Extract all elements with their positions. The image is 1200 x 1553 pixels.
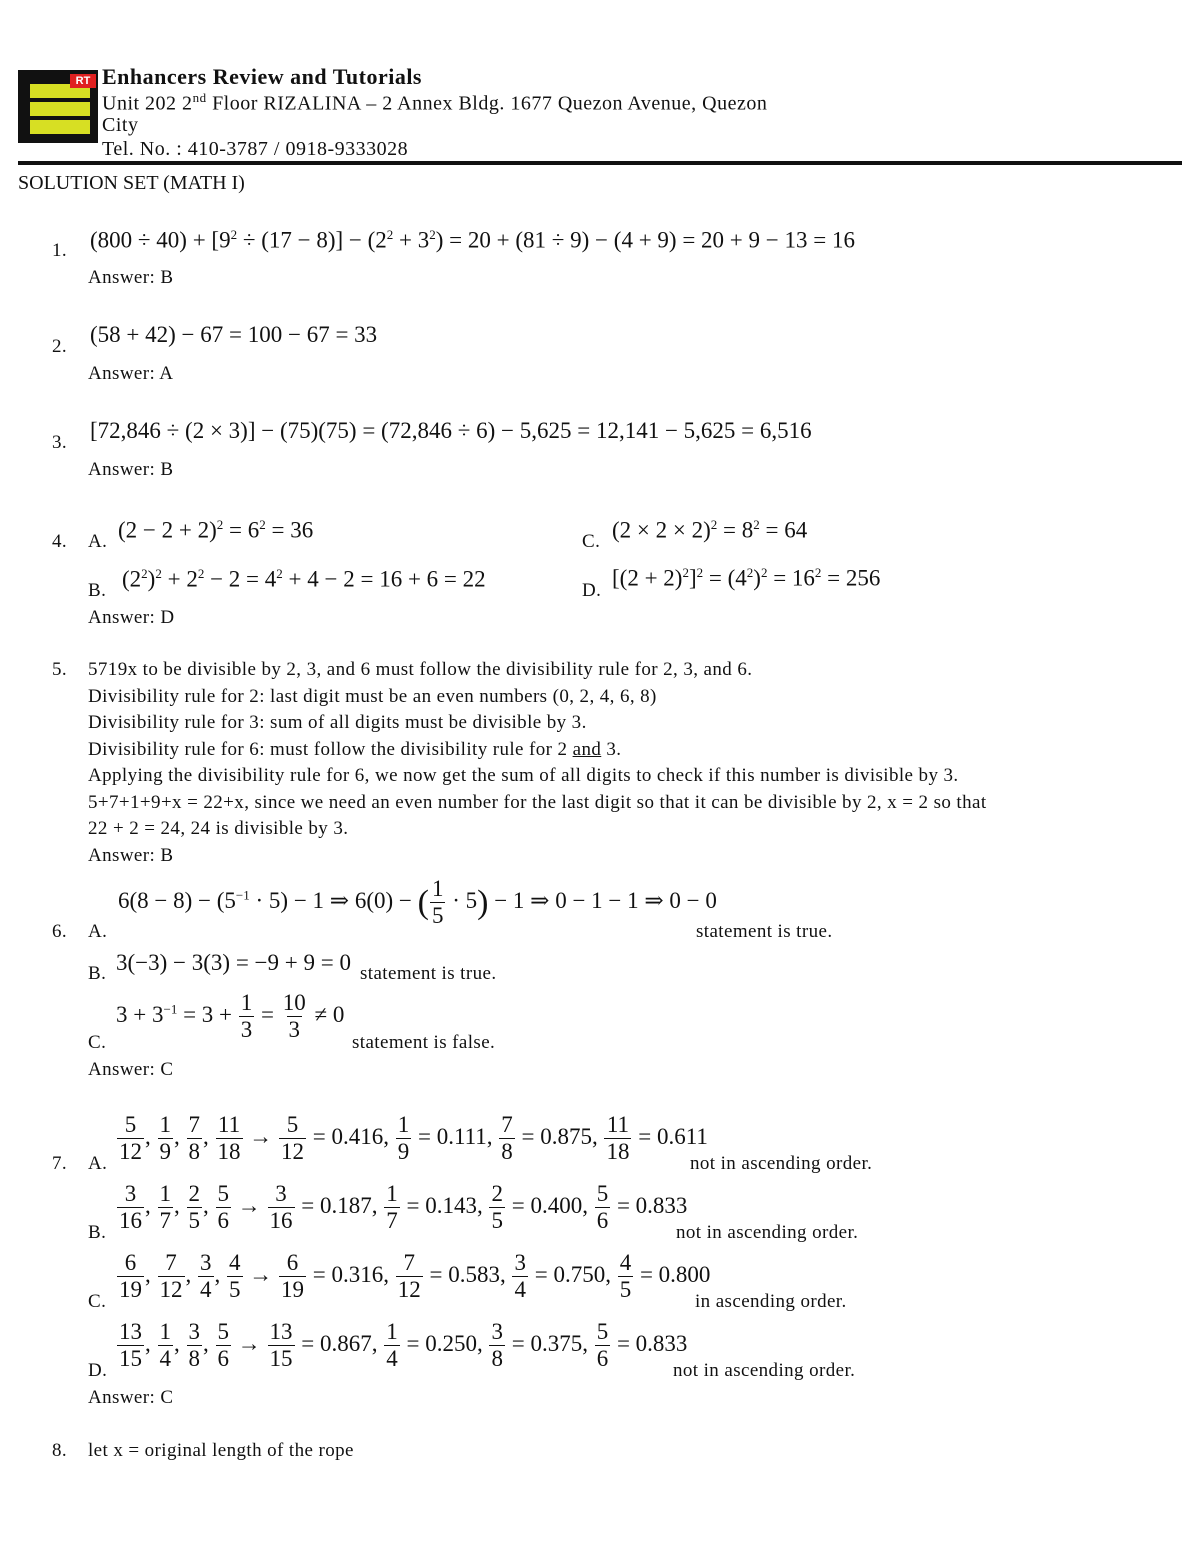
opt-label: B. bbox=[88, 1222, 107, 1243]
q6b-status: statement is true. bbox=[360, 963, 497, 984]
q8-text: let x = original length of the rope bbox=[88, 1440, 354, 1461]
q3-equation: [72,846 ÷ (2 × 3)] − (75)(75) = (72,846 ÷ 6) − 5,625 = 12,141 − 5,625 = 6,516 bbox=[90, 418, 812, 443]
q6b-equation: 3(−3) − 3(3) = −9 + 9 = 0 bbox=[116, 950, 351, 975]
q5-line: 5+7+1+9+x = 22+x, since we need an even number for the last digit so that it can be divisible by 2, x = 2 so that bbox=[88, 792, 987, 813]
q4d-equation: $[(2 + 2)^2]^2 = (4^2)^2 = 16^2 = 256$ bbox=[612, 565, 881, 591]
q-number: 1. bbox=[52, 240, 68, 261]
q6c-equation: $3 + 3^{-1} = 3$ + $\frac{1}{3}$ = $\frac{10}{3}$ ≠ 0 bbox=[116, 990, 345, 1043]
q7d-equation: $\frac{13}{15}$ , $\frac{1}{4}$ , $\frac{3}{8}$ , $\frac{5}{6}$ → $\frac{13}{15}$ = 0.867, $\frac{1}{4}$ = 0.250, $\frac{3}{8}$ = 0.375, $\frac{5}{6}$ = 0.833 bbox=[119, 1319, 688, 1372]
q7b-status: not in ascending order. bbox=[676, 1222, 859, 1243]
q5-line: Applying the divisibility rule for 6, we now get the sum of all digits to check if this number is divisible by 3. bbox=[88, 765, 959, 786]
q4c-equation: $(2 \times 2 \times 2)^2 = 8^2 = 64$ bbox=[612, 517, 808, 543]
opt-label: A. bbox=[88, 921, 108, 942]
q7b-equation: $\frac{3}{16}$ , $\frac{1}{7}$ , $\frac{2}{5}$ , $\frac{5}{6}$ → $\frac{3}{16}$ = 0.187, $\frac{1}{7}$ = 0.143, $\frac{2}{5}$ = 0.400, $\frac{5}{6}$ = 0.833 bbox=[119, 1181, 688, 1234]
opt-label: D. bbox=[88, 1360, 108, 1381]
org-name: Enhancers Review and Tutorials bbox=[102, 64, 422, 89]
q2-equation: (58 + 42) − 67 = 100 − 67 = 33 bbox=[90, 322, 378, 347]
q5-line: Divisibility rule for 6: must follow the divisibility rule for 2 and 3. bbox=[88, 739, 622, 760]
q-number: 4. bbox=[52, 531, 68, 552]
q-number: 7. bbox=[52, 1153, 68, 1174]
q-number: 5. bbox=[52, 659, 68, 680]
org-tel: Tel. No. : 410-3787 / 0918-9333028 bbox=[102, 138, 409, 160]
logo-text: RT bbox=[70, 74, 96, 88]
q7-answer: Answer: C bbox=[88, 1387, 174, 1408]
opt-label: A. bbox=[88, 1153, 108, 1174]
q6c-status: statement is false. bbox=[352, 1032, 496, 1053]
opt-label: C. bbox=[88, 1291, 107, 1312]
opt-label: C. bbox=[582, 531, 601, 552]
company-logo bbox=[18, 70, 98, 143]
q6a-equation: $6(8 - 8) - (5^{-1} \cdot 5) - 1$ ⇒ 6(0) − ( $\frac{1}{5}$ · 5) − 1 ⇒ 0 − 1 − 1 ⇒ 0 − 0 bbox=[118, 876, 717, 929]
q4-answer: Answer: D bbox=[88, 607, 175, 628]
q7d-status: not in ascending order. bbox=[673, 1360, 856, 1381]
q5-line: 5719x to be divisible by 2, 3, and 6 must follow the divisibility rule for 2, 3, and 6. bbox=[88, 659, 753, 680]
opt-label: B. bbox=[88, 580, 107, 601]
page-title: SOLUTION SET (MATH I) bbox=[18, 172, 245, 194]
q6-answer: Answer: C bbox=[88, 1059, 174, 1080]
q2-answer: Answer: A bbox=[88, 363, 174, 384]
q5-line: 22 + 2 = 24, 24 is divisible by 3. bbox=[88, 818, 349, 839]
org-city: City bbox=[102, 114, 139, 136]
q7a-equation: $\frac{5}{12}$ , $\frac{1}{9}$ , $\frac{7}{8}$ , $\frac{11}{18}$ → $\frac{5}{12}$ = 0.416, $\frac{1}{9}$ = 0.111, $\frac{7}{8}$ = 0.875, $\frac{11}{18}$ = 0.611 bbox=[119, 1112, 708, 1165]
opt-label: A. bbox=[88, 531, 108, 552]
q-number: 2. bbox=[52, 336, 68, 357]
opt-label: B. bbox=[88, 963, 107, 984]
q1-answer: Answer: B bbox=[88, 267, 174, 288]
q6a-status: statement is true. bbox=[696, 921, 833, 942]
q-number: 3. bbox=[52, 432, 68, 453]
q7c-status: in ascending order. bbox=[695, 1291, 847, 1312]
q4b-equation: $(2^2)^2 + 2^2 - 2 = 4^2 + 4 - 2 = 16 + 6 = 22$ bbox=[122, 566, 486, 592]
q4a-equation: $(2 - 2 + 2)^2 = 6^2 = 36$ bbox=[118, 517, 314, 543]
q7c-equation: $\frac{6}{19}$ , $\frac{7}{12}$ , $\frac{3}{4}$ , $\frac{4}{5}$ → $\frac{6}{19}$ = 0.316, $\frac{7}{12}$ = 0.583, $\frac{3}{4}$ = 0.750, $\frac{4}{5}$ = 0.800 bbox=[119, 1250, 711, 1303]
q5-line: Divisibility rule for 2: last digit must be an even numbers (0, 2, 4, 6, 8) bbox=[88, 686, 657, 707]
header-rule bbox=[18, 161, 1182, 165]
q-number: 8. bbox=[52, 1440, 68, 1461]
opt-label: C. bbox=[88, 1032, 107, 1053]
q5-answer: Answer: B bbox=[88, 845, 174, 866]
q5-line: Divisibility rule for 3: sum of all digits must be divisible by 3. bbox=[88, 712, 587, 733]
q7a-status: not in ascending order. bbox=[690, 1153, 873, 1174]
org-address: Unit 202 2nd Floor RIZALINA – 2 Annex Bldg. 1677 Quezon Avenue, Quezon bbox=[102, 90, 768, 115]
q-number: 6. bbox=[52, 921, 68, 942]
q3-answer: Answer: B bbox=[88, 459, 174, 480]
q1-equation: $(800 \div 40) + [9^2 \div (17 - 8)] - (2^2 + 3^2) = 20 + (81 \div 9) - (4 + 9) = 20 + 9 - 13 = 16$ bbox=[90, 227, 855, 253]
opt-label: D. bbox=[582, 580, 602, 601]
